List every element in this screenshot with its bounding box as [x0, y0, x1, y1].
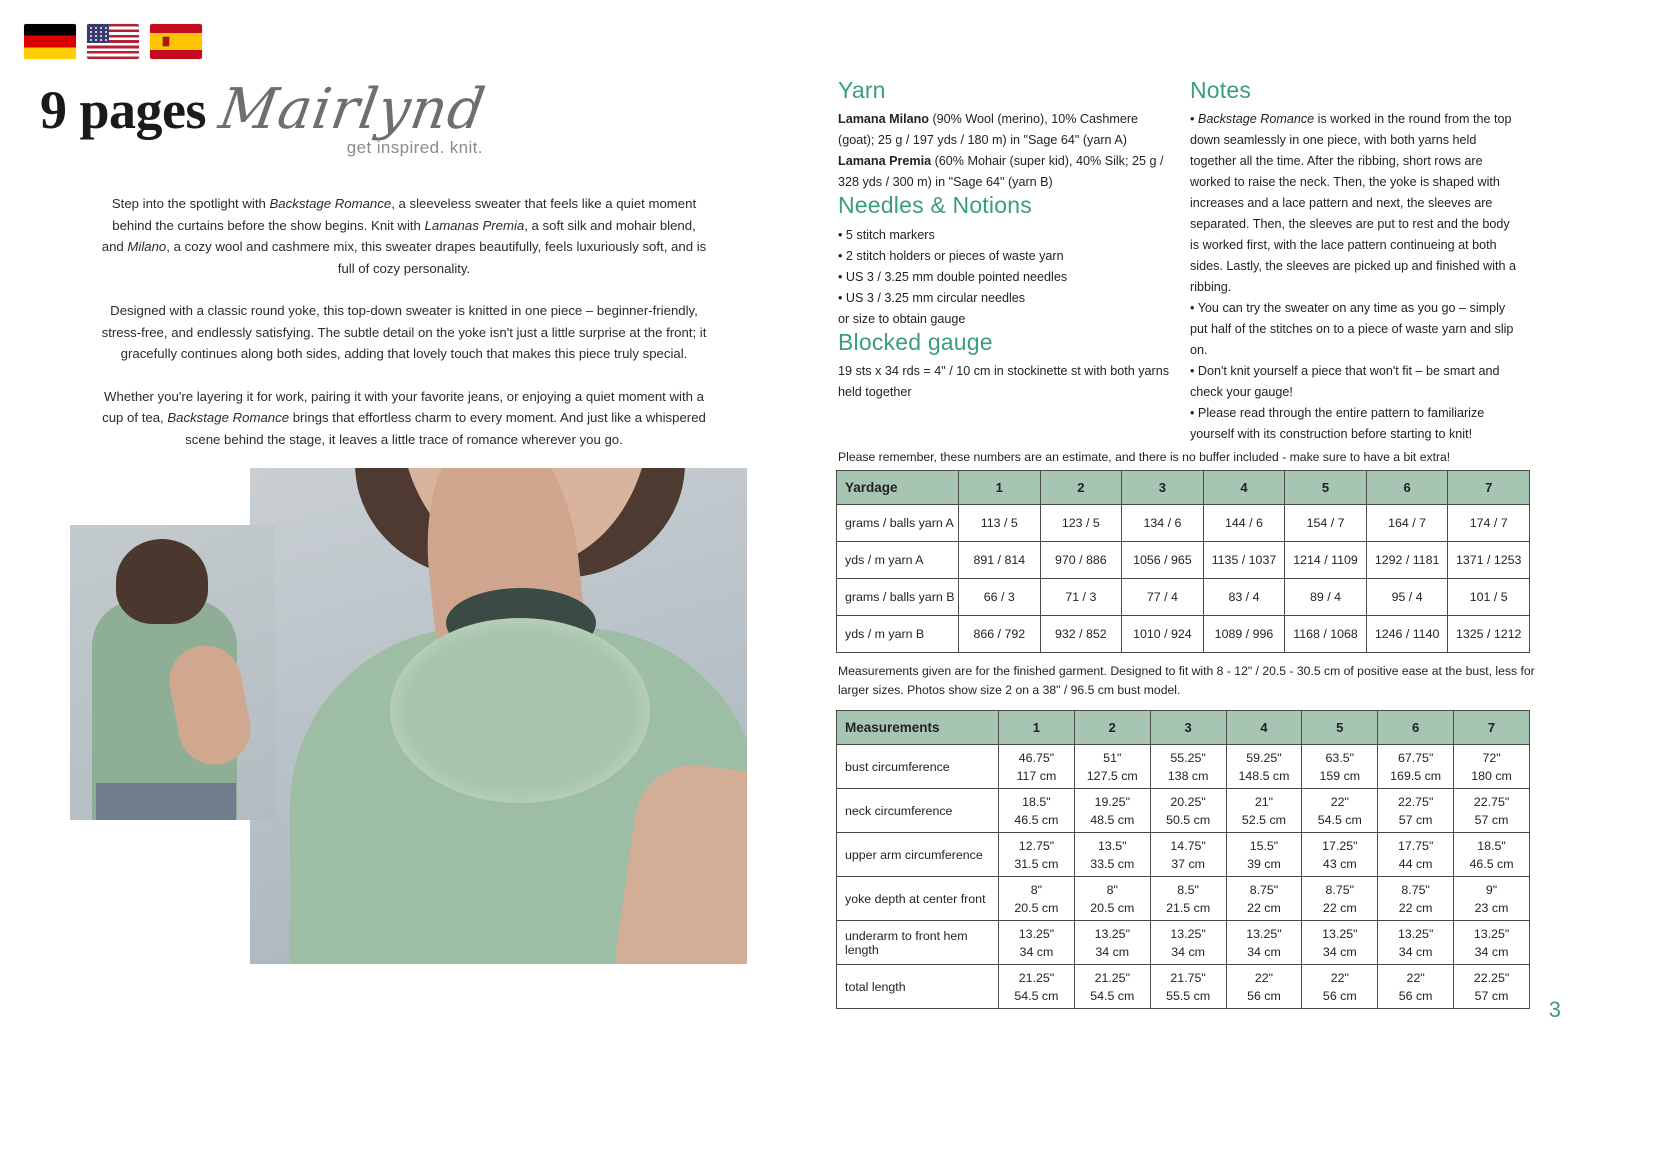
photo-side-jeans-shape	[96, 783, 236, 820]
photo-side-view	[70, 525, 275, 820]
size-header: 1	[999, 711, 1075, 745]
table-cell: 1246 / 1140	[1366, 616, 1448, 653]
language-flags	[24, 24, 202, 59]
table-cell: 17.75" 44 cm	[1378, 833, 1454, 877]
masthead	[40, 77, 491, 157]
table-cell: 1135 / 1037	[1203, 542, 1285, 579]
table-cell: 1292 / 1181	[1366, 542, 1448, 579]
row-label: yoke depth at center front	[837, 877, 999, 921]
row-label: yds / m yarn A	[837, 542, 959, 579]
size-header: 5	[1302, 711, 1378, 745]
table-cell: 71 / 3	[1040, 579, 1122, 616]
row-label: total length	[837, 965, 999, 1009]
yardage-corner-label: Yardage	[837, 471, 959, 505]
table-cell: 67.75" 169.5 cm	[1378, 745, 1454, 789]
table-cell: 13.25" 34 cm	[999, 921, 1075, 965]
size-header: 4	[1226, 711, 1302, 745]
list-item: • US 3 / 3.25 mm circular needles	[838, 288, 1173, 309]
brand-wrap	[214, 77, 491, 157]
table-cell: 14.75" 37 cm	[1150, 833, 1226, 877]
intro-paragraph-1: Step into the spotlight with Backstage Romance, a sleeveless sweater that feels like a quiet moment behind the curtains before the show begins. Knit with Lamanas Premia, a soft silk and mohair blend, and Milano, a cozy wool and cashmere mix, this sweater drapes beautifully, feels luxuriously soft, and is full of cozy personality.	[101, 196, 707, 276]
table-cell: 1056 / 965	[1122, 542, 1204, 579]
table-cell: 20.25" 50.5 cm	[1150, 789, 1226, 833]
brand-tagline: get inspired. knit.	[346, 138, 483, 157]
measurements-corner-label: Measurements	[837, 711, 999, 745]
table-cell: 1010 / 924	[1122, 616, 1204, 653]
table-cell: 63.5" 159 cm	[1302, 745, 1378, 789]
table-cell: 1325 / 1212	[1448, 616, 1530, 653]
table-cell: 83 / 4	[1203, 579, 1285, 616]
table-cell: 13.5" 33.5 cm	[1074, 833, 1150, 877]
table-row	[837, 505, 1530, 542]
row-label: neck circumference	[837, 789, 999, 833]
table-cell: 21.25" 54.5 cm	[999, 965, 1075, 1009]
size-header: 3	[1150, 711, 1226, 745]
table-cell: 1371 / 1253	[1448, 542, 1530, 579]
page-number: 3	[1548, 997, 1561, 1022]
yarn-b-entry: Lamana Premia (60% Mohair (super kid), 40% Silk; 25 g / 328 yds / 300 m) in "Sage 64" (yarn B)	[838, 154, 1164, 190]
gauge-text: 19 sts x 34 rds = 4" / 10 cm in stockinette st with both yarns held together	[838, 363, 1170, 399]
table-cell: 18.5" 46.5 cm	[1454, 833, 1530, 877]
photo-yoke-lace-shape	[390, 618, 650, 803]
table-cell: 13.25" 34 cm	[1454, 921, 1530, 965]
intro-paragraph-3: Whether you're layering it for work, pairing it with your favorite jeans, or enjoying a quiet moment with a cup of tea, Backstage Romance brings that effortless charm to every moment. And just like a whispered scene behind the stage, it leaves a little trace of romance wherever you go.	[102, 388, 706, 447]
table-row	[837, 877, 1530, 921]
table-cell: 22.25" 57 cm	[1454, 965, 1530, 1009]
table-cell: 19.25" 48.5 cm	[1074, 789, 1150, 833]
row-label: grams / balls yarn A	[837, 505, 959, 542]
table-cell: 77 / 4	[1122, 579, 1204, 616]
notes-list	[1190, 109, 1520, 445]
table-cell: 1168 / 1068	[1285, 616, 1367, 653]
table-cell: 95 / 4	[1366, 579, 1448, 616]
measurements-note: Measurements given are for the finished garment. Designed to fit with 8 - 12" / 20.5 - 30.5 cm of positive ease at the bust, less for larger sizes. Photos show size 2 on a 38" / 96.5 cm bust model.	[838, 664, 1535, 697]
size-header: 6	[1366, 471, 1448, 505]
table-cell: 21.75" 55.5 cm	[1150, 965, 1226, 1009]
table-cell: 8" 20.5 cm	[999, 877, 1075, 921]
table-cell: 134 / 6	[1122, 505, 1204, 542]
size-header: 2	[1040, 471, 1122, 505]
intro-text	[100, 193, 708, 450]
spanish-coat-of-arms	[162, 36, 170, 47]
list-item: • Backstage Romance is worked in the round from the top down seamlessly in one piece, with both yarns held together all the time. After the ribbing, short rows are worked to raise the neck. Then, the yoke is shaped with increases and a lace pattern and next, the sleeves are separated. Then, the sleeves are put to rest and the body is worked first, with the lace pattern continueing at both sides. Lastly, the sleeves are picked up and finished with a ribbing.	[1190, 109, 1520, 298]
photo-side-head-shape	[116, 539, 208, 624]
yarn-a-entry: Lamana Milano (90% Wool (merino), 10% Cashmere (goat); 25 g / 197 yds / 180 m) in "Sage 64" (yarn A)	[838, 112, 1139, 148]
table-cell: 13.25" 34 cm	[1378, 921, 1454, 965]
list-item: • Don't knit yourself a piece that won't fit – be smart and check your gauge!	[1190, 361, 1520, 403]
size-header: 2	[1074, 711, 1150, 745]
list-item: • US 3 / 3.25 mm double pointed needles	[838, 267, 1173, 288]
table-cell: 13.25" 34 cm	[1150, 921, 1226, 965]
table-cell: 21.25" 54.5 cm	[1074, 965, 1150, 1009]
table-cell: 22.75" 57 cm	[1378, 789, 1454, 833]
list-item: • 2 stitch holders or pieces of waste yarn	[838, 246, 1173, 267]
table-cell: 89 / 4	[1285, 579, 1367, 616]
intro-paragraph-2: Designed with a classic round yoke, this top-down sweater is knitted in one piece – beginner-friendly, stress-free, and endlessly satisfying. The subtle detail on the yoke isn't just a little surprise at the front; it gracefully continues along both sides, adding that lovely touch that makes this piece truly special.	[101, 303, 707, 361]
list-item: • You can try the sweater on any time as you go – simply put half of the stitches on to a piece of waste yarn and slip on.	[1190, 298, 1520, 361]
table-cell: 13.25" 34 cm	[1226, 921, 1302, 965]
table-header-row	[837, 471, 1530, 505]
yardage-note: Please remember, these numbers are an estimate, and there is no buffer included - make sure to have a bit extra!	[838, 450, 1451, 464]
row-label: upper arm circumference	[837, 833, 999, 877]
table-cell: 174 / 7	[1448, 505, 1530, 542]
size-header: 5	[1285, 471, 1367, 505]
table-cell: 13.25" 34 cm	[1074, 921, 1150, 965]
table-cell: 59.25" 148.5 cm	[1226, 745, 1302, 789]
table-cell: 55.25" 138 cm	[1150, 745, 1226, 789]
measurements-table	[836, 710, 1530, 1009]
yarn-heading: Yarn	[838, 77, 886, 103]
table-cell: 51" 127.5 cm	[1074, 745, 1150, 789]
row-label: bust circumference	[837, 745, 999, 789]
table-cell: 8" 20.5 cm	[1074, 877, 1150, 921]
table-cell: 22" 56 cm	[1302, 965, 1378, 1009]
table-row	[837, 579, 1530, 616]
table-cell: 144 / 6	[1203, 505, 1285, 542]
brand-logo: Mairlynd	[214, 77, 491, 142]
table-cell: 17.25" 43 cm	[1302, 833, 1378, 877]
german-flag[interactable]	[24, 24, 76, 59]
yardage-table	[836, 470, 1530, 653]
table-cell: 15.5" 39 cm	[1226, 833, 1302, 877]
table-cell: 891 / 814	[959, 542, 1041, 579]
needles-footnote: or size to obtain gauge	[838, 311, 966, 326]
size-header: 6	[1378, 711, 1454, 745]
table-cell: 101 / 5	[1448, 579, 1530, 616]
needles-heading: Needles & Notions	[838, 192, 1032, 219]
table-cell: 8.75" 22 cm	[1378, 877, 1454, 921]
table-cell: 72" 180 cm	[1454, 745, 1530, 789]
photo-front-yoke	[250, 468, 747, 964]
table-row	[837, 616, 1530, 653]
table-cell: 8.75" 22 cm	[1302, 877, 1378, 921]
table-cell: 8.75" 22 cm	[1226, 877, 1302, 921]
table-cell: 22" 56 cm	[1378, 965, 1454, 1009]
size-header: 7	[1454, 711, 1530, 745]
page-count-label: 9 pages	[40, 80, 207, 140]
materials-column	[838, 78, 1173, 403]
table-cell: 22.75" 57 cm	[1454, 789, 1530, 833]
size-header: 4	[1203, 471, 1285, 505]
us-flag-canton	[87, 24, 109, 43]
table-cell: 22" 56 cm	[1226, 965, 1302, 1009]
size-header: 3	[1122, 471, 1204, 505]
table-header-row	[837, 711, 1530, 745]
table-cell: 970 / 886	[1040, 542, 1122, 579]
gauge-heading: Blocked gauge	[838, 328, 993, 355]
table-cell: 22" 54.5 cm	[1302, 789, 1378, 833]
table-cell: 1089 / 996	[1203, 616, 1285, 653]
table-row	[837, 921, 1530, 965]
table-row	[837, 542, 1530, 579]
table-cell: 932 / 852	[1040, 616, 1122, 653]
table-cell: 18.5" 46.5 cm	[999, 789, 1075, 833]
row-label: yds / m yarn B	[837, 616, 959, 653]
list-item: • 5 stitch markers	[838, 225, 1173, 246]
size-header: 7	[1448, 471, 1530, 505]
needles-list	[838, 225, 1173, 309]
notes-heading: Notes	[1190, 77, 1252, 103]
table-cell: 1214 / 1109	[1285, 542, 1367, 579]
row-label: grams / balls yarn B	[837, 579, 959, 616]
table-cell: 13.25" 34 cm	[1302, 921, 1378, 965]
table-cell: 113 / 5	[959, 505, 1041, 542]
table-cell: 8.5" 21.5 cm	[1150, 877, 1226, 921]
table-cell: 9" 23 cm	[1454, 877, 1530, 921]
notes-column	[1190, 78, 1520, 445]
table-row	[837, 789, 1530, 833]
list-item: • Please read through the entire pattern to familiarize yourself with its construction before starting to knit!	[1190, 403, 1520, 445]
size-header: 1	[959, 471, 1041, 505]
table-cell: 123 / 5	[1040, 505, 1122, 542]
table-cell: 154 / 7	[1285, 505, 1367, 542]
table-cell: 12.75" 31.5 cm	[999, 833, 1075, 877]
table-cell: 21" 52.5 cm	[1226, 789, 1302, 833]
table-row	[837, 965, 1530, 1009]
table-cell: 66 / 3	[959, 579, 1041, 616]
table-cell: 866 / 792	[959, 616, 1041, 653]
table-row	[837, 745, 1530, 789]
row-label: underarm to front hem length	[837, 921, 999, 965]
spanish-flag[interactable]	[150, 24, 202, 59]
yarn-body	[838, 109, 1173, 193]
us-flag[interactable]	[87, 24, 139, 59]
table-cell: 164 / 7	[1366, 505, 1448, 542]
table-cell: 46.75" 117 cm	[999, 745, 1075, 789]
table-row	[837, 833, 1530, 877]
